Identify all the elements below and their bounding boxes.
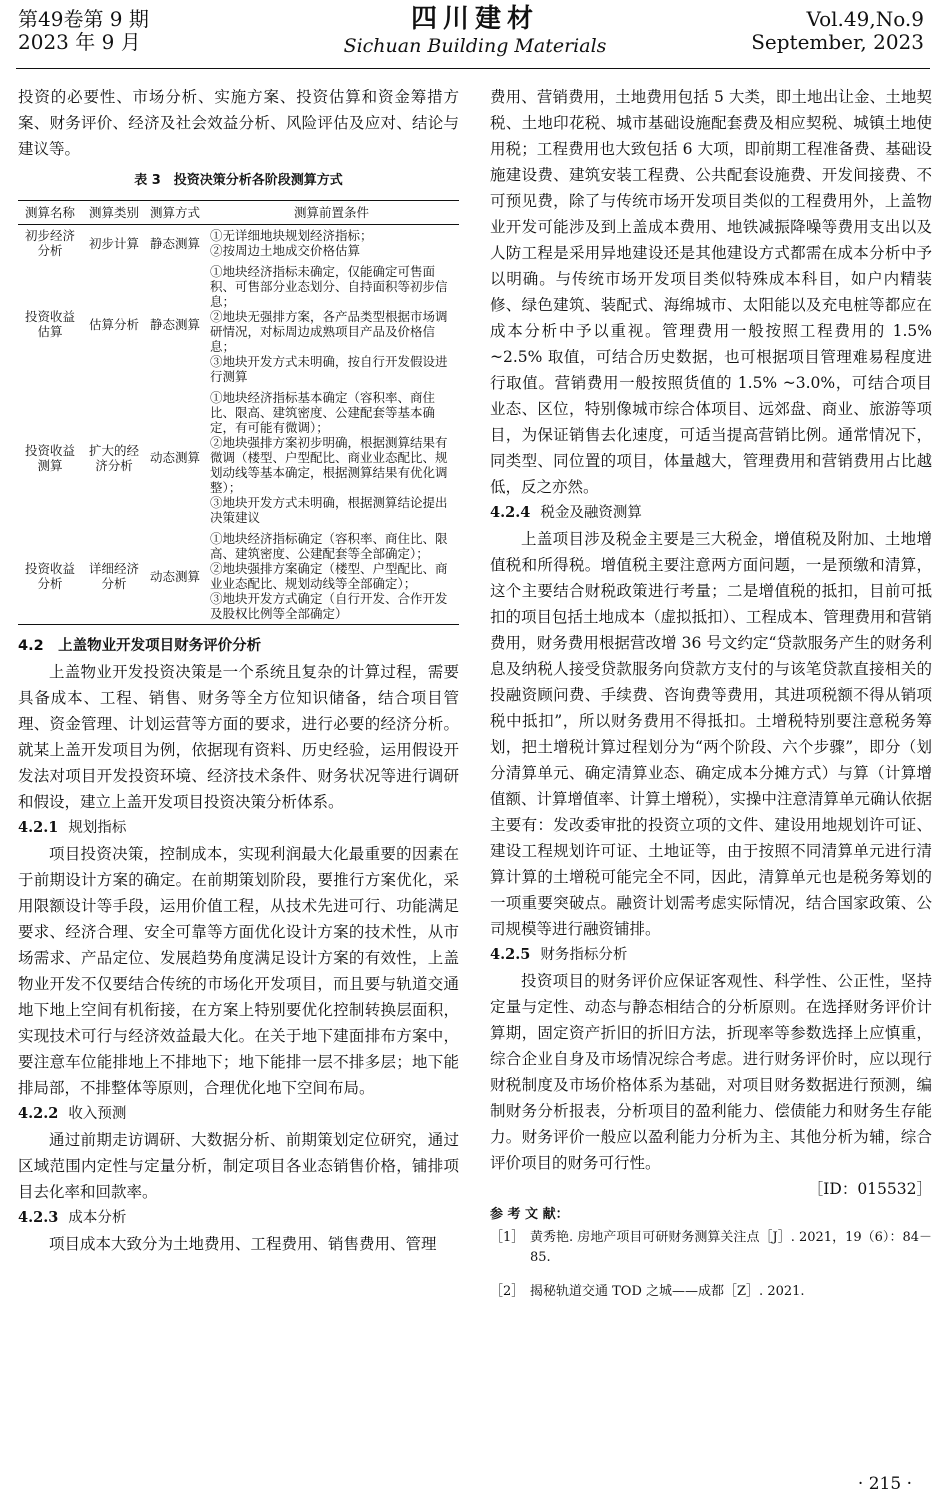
cell-conditions <box>204 528 459 625</box>
reference-item <box>490 1282 932 1302</box>
volume-issue-en: Vol.49,No.9 <box>806 7 924 31</box>
cell-method: 静态测算 <box>149 235 200 251</box>
condition-item: ①无详细地块规划经济指标； <box>210 228 373 243</box>
table-row <box>18 528 459 625</box>
subsection-number: 4.2.1 <box>18 819 59 836</box>
volume-issue-cn: 第49卷第 9 期 <box>18 7 149 31</box>
cell-conditions <box>204 225 459 262</box>
subsection-number: 4.2.2 <box>18 1105 59 1122</box>
condition-item: ②地块无强排方案，各产品类型根据市场调研情况，对标周边成熟项目产品及价格信息； <box>210 309 448 354</box>
subsection-title: 财务指标分析 <box>540 947 628 963</box>
subsection-number: 4.2.3 <box>18 1209 59 1226</box>
col-header-name: 测算名称 <box>24 205 75 220</box>
table-header-row <box>18 201 459 225</box>
intro-paragraph: 投资的必要性、市场分析、实施方案、投资估算和资金筹措方案、财务评价、经济及社会效益分析、风险评估及应对、结论与建议等。 <box>18 88 459 158</box>
reference-number: ［1］ <box>490 1230 525 1245</box>
section-heading-4-2: 4.2 上盖物业开发项目财务评价分析 <box>18 638 262 654</box>
table-row <box>18 225 459 262</box>
subsection-heading-4-2-4 <box>490 500 932 526</box>
col-header-category: 测算类别 <box>88 205 139 220</box>
condition-item: ③地块开发方式未明确，按自行开发假设进行测算 <box>210 354 448 384</box>
subsection-title: 收入预测 <box>68 1106 127 1122</box>
cell-category: 详细经济分析 <box>88 561 139 591</box>
table-caption: 表 3 投资决策分析各阶段测算方式 <box>134 173 343 188</box>
right-column <box>490 84 932 1316</box>
cell-category: 扩大的经济分析 <box>88 442 139 473</box>
left-column <box>18 84 459 1257</box>
cell-method: 动态测算 <box>149 568 200 584</box>
continued-paragraph: 费用、营销费用，土地费用包括 5 大类，即土地出让金、土地契税、土地印花税、城市基础设施配套费及相应契税、城镇土地使用税；工程费用也大致包括 6 大项，即前期工程准备费、基础设施建设费、建筑安装工程费、公共配套设施费、开发间接费、不可预见费，除了与传统市场开发项目类似的工程费用外，上盖物业开发可能涉及到上盖成本费用、地铁减振降噪等费用支出以及人防工程是采用异地建设还是其他建设方式都需在成本分析中予以明确。与传统市场开发项目类似特殊成本科目，如户内精装修、绿色建筑、装配式、海绵城市、太阳能以及充电桩等都应在成本分析中予以重视。管理费用一般按照工程费用的 1.5% ~2.5% 取值，可结合历史数据，也可根据项目管理难易程度进行取值。营销费用一般按照货值的 1.5% ~3.0%，可结合项目业态、区位，特别像城市综合体项目、远郊盘、商业、旅游等项目，为保证销售去化速度，可适当提高营销比例。通常情况下，同类型、同位置的项目，体量越大，管理费用和营销费用占比越低，反之亦然。 <box>490 88 932 496</box>
section-paragraph: 上盖物业开发投资决策是一个系统且复杂的计算过程，需要具备成本、工程、销售、财务等全方位知识储备，结合项目管理、资金管理、计划运营等方面的要求，进行必要的经济分析。就某上盖开发项目为例，依据现有资料、历史经验，运用假设开发法对项目开发投资环境、经济技术条件、财务状况等进行调研和假设，建立上盖开发项目投资决策分析体系。 <box>18 663 459 811</box>
col-header-conditions: 测算前置条件 <box>293 205 369 220</box>
condition-item: ②按周边土地成交价格估算 <box>210 243 361 258</box>
cell-category: 估算分析 <box>88 316 139 332</box>
reference-item <box>490 1228 932 1268</box>
reference-text: 黄秀艳. 房地产项目可研财务测算关注点［J］. 2021，19（6）：84－85. <box>530 1230 932 1265</box>
journal-logo-cn: 四川建材 <box>410 4 539 34</box>
subsection-title: 规划指标 <box>68 820 127 836</box>
condition-item: ③地块开发方式未明确，根据测算结论提出决策建议 <box>210 495 448 525</box>
document-id: ［ID：015532］ <box>807 1180 932 1198</box>
condition-item: ②地块强排方案初步明确，根据测算结果有微调（楼型、户型配比、商业业态配比、规划动线等基本确定，根据测算结果有优化调整）； <box>210 435 448 495</box>
reference-number: ［2］ <box>490 1284 525 1299</box>
subsection-title: 成本分析 <box>68 1210 127 1226</box>
date-en: September, 2023 <box>751 30 924 54</box>
cell-name: 投资收益测算 <box>24 442 75 473</box>
cell-method: 动态测算 <box>149 450 200 465</box>
calc-method-table <box>18 200 459 625</box>
subsection-heading-4-2-3 <box>18 1205 459 1231</box>
page-number: · 215 · <box>857 1474 912 1494</box>
subsection-heading-4-2-1 <box>18 815 459 841</box>
references-heading: 参 考 文 献： <box>490 1207 569 1222</box>
reference-text: 揭秘轨道交通 TOD 之城——成都［Z］. 2021. <box>530 1284 805 1299</box>
issue-info-en <box>751 8 924 54</box>
cell-method: 静态测算 <box>149 316 200 332</box>
cell-name: 投资收益估算 <box>24 309 75 339</box>
subsection-number: 4.2.4 <box>490 504 531 521</box>
cell-category: 初步计算 <box>88 235 139 251</box>
cell-conditions <box>204 387 459 528</box>
cell-name: 初步经济分析 <box>24 228 75 258</box>
subsection-number: 4.2.5 <box>490 946 531 963</box>
condition-item: ②地块强排方案确定（楼型、户型配比、商业业态配比、规划动线等全部确定）； <box>210 561 448 591</box>
subsection-heading-4-2-5 <box>490 942 932 968</box>
journal-name-en: Sichuan Building Materials <box>343 35 607 57</box>
table-row <box>18 387 459 528</box>
section-paragraph: 上盖项目涉及税金主要是三大税金，增值税及附加、土地增值税和所得税。增值税主要注意两方面问题，一是预缴和清算，这个主要结合财税政策进行考量；二是增值税的抵扣，目前可抵扣的项目包括土地成本（虚拟抵扣）、工程成本、管理费用和营销费用，财务费用根据营改增 36 号文约定“贷款服务产生的财务利息及纳税人接受贷款服务向贷款方支付的与该笔贷款直接相关的投融资顾问费、手续费、咨询费等费用，其进项税额不得从销项税中抵扣”，所以财务费用不得抵扣。土增税特别要注意税务筹划，把土增税计算过程划分为“两个阶段、六个步骤”，即分（划分清算单元、确定清算业态、确定成本分摊方式）与算（计算增值额、计算增值率、计算土增税），实操中注意清算单元确认依据主要有：发改委审批的投资立项的文件、建设用地规划许可证、建设工程规划许可证、土地证等，由于按照不同清算单元进行清算计算的土增税可能完全不同，因此，清算单元也是税务筹划的一项重要突破点。融资计划需考虑实际情况，结合国家政策、公司规模等进行融资铺排。 <box>490 530 932 938</box>
condition-item: ①地块经济指标未确定，仅能确定可售面积、可售部分业态划分、自持面积等初步信息； <box>210 264 448 309</box>
section-paragraph: 投资项目的财务评价应保证客观性、科学性、公正性，坚持定量与定性、动态与静态相结合的分析原则。在选择财务评价计算期，固定资产折旧的折旧方法，折现率等参数选择上应慎重，综合企业自身及市场情况综合考虑。进行财务评价时，应以现行财税制度及市场价格体系为基础，对项目财务数据进行预测，编制财务分析报表，分析项目的盈利能力、偿债能力和财务生存能力。财务评价一般应以盈利能力分析为主、其他分析为辅，综合评价项目的财务可行性。 <box>490 972 932 1172</box>
subsection-heading-4-2-2 <box>18 1101 459 1127</box>
condition-item: ①地块经济指标基本确定（容积率、商住比、限高、建筑密度、公建配套等基本确定，有可能有微调）； <box>210 390 436 435</box>
cell-conditions <box>204 261 459 387</box>
date-cn: 2023 年 9 月 <box>18 30 141 54</box>
header-rule <box>16 68 930 69</box>
condition-item: ③地块开发方式确定（自行开发、合作开发及股权比例等全部确定） <box>210 591 448 621</box>
section-paragraph: 项目投资决策，控制成本，实现利润最大化最重要的因素在于前期设计方案的确定。在前期策划阶段，要推行方案优化，采用限额设计等手段，运用价值工程，从技术先进可行、功能满足要求、经济合理、安全可靠等方面优化设计方案的技术性，从市场需求、产品定位、发展趋势角度满足设计方案的有效性，上盖物业开发不仅要结合传统的市场化开发项目，而且要与轨道交通地下地上空间有机衔接，在方案上特别要优化控制转换层面积，实现技术可行与经济效益最大化。在关于地下建面排布方案中，要注意车位能排地上不排地下；地下能排一层不排多层；地下能排局部，不排整体等原则，合理优化地下空间布局。 <box>18 845 459 1097</box>
cell-name: 投资收益分析 <box>24 561 75 591</box>
section-paragraph: 项目成本大致分为土地费用、工程费用、销售费用、管理 <box>49 1235 437 1253</box>
condition-item: ①地块经济指标确定（容积率、商住比、限高、建筑密度、公建配套等全部确定）； <box>210 531 448 561</box>
table-row <box>18 261 459 387</box>
col-header-method: 测算方式 <box>149 205 200 220</box>
subsection-title: 税金及融资测算 <box>540 505 642 521</box>
page-header <box>0 0 950 72</box>
section-paragraph: 通过前期走访调研、大数据分析、前期策划定位研究，通过区域范围内定性与定量分析，制定项目各业态销售价格，铺排项目去化率和回款率。 <box>18 1131 459 1201</box>
